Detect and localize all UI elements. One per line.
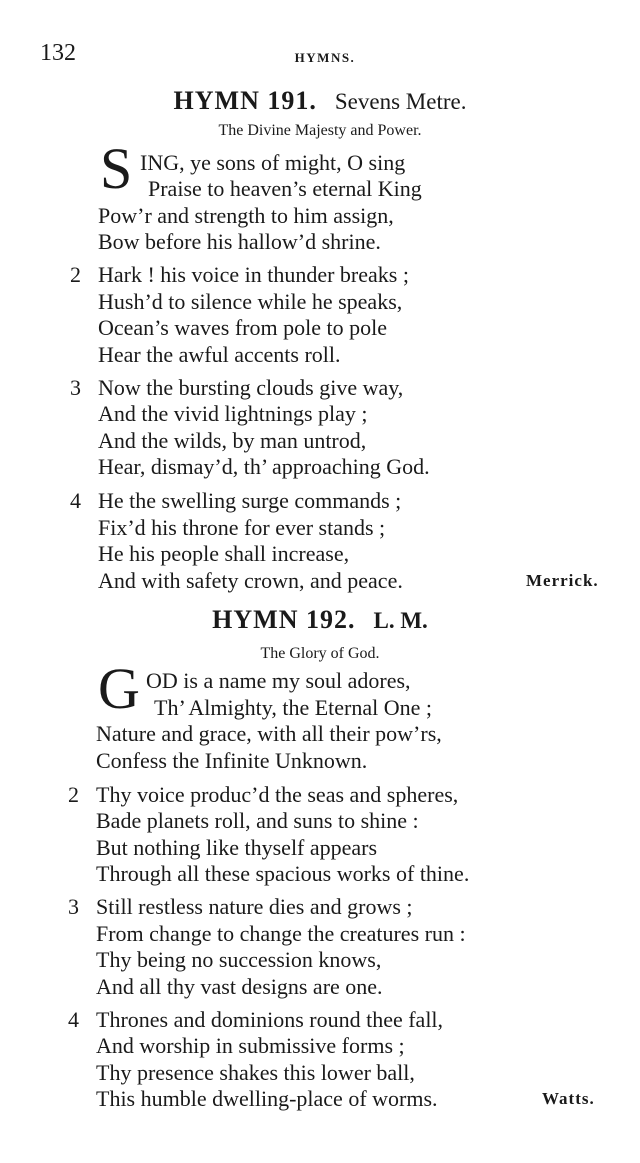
running-head: HYMNS.: [294, 50, 356, 65]
drop-cap: G: [98, 656, 140, 721]
verse-line: Bow before his hallow’d shrine.: [98, 229, 381, 254]
verse-line: Hark ! his voice in thunder breaks ;: [98, 262, 409, 287]
verse-line: This humble dwelling-place of worms.: [96, 1086, 438, 1111]
verse-line: From change to change the creatures run :: [96, 921, 466, 946]
stanza-number: 3: [70, 375, 81, 400]
verse-line: And all thy vast designs are one.: [96, 974, 383, 999]
verse-line: Through all these spacious works of thine.: [96, 861, 470, 886]
hymn-192-subtitle: The Glory of God.: [260, 645, 380, 662]
verse-line: Hear, dismay’d, th’ approaching God.: [98, 454, 430, 479]
hymn-191-subtitle: The Divine Majesty and Power.: [218, 122, 422, 139]
verse-line: And with safety crown, and peace.: [98, 568, 403, 593]
verse-line: And the wilds, by man untrod,: [98, 428, 367, 453]
verse-line: Hear the awful accents roll.: [98, 342, 341, 367]
verse-line: OD is a name my soul adores,: [146, 668, 411, 693]
drop-cap: S: [100, 136, 133, 201]
hymn-metre: L. M.: [373, 608, 428, 633]
hymn-metre: Sevens Metre.: [334, 89, 467, 114]
verse-line: Nature and grace, with all their pow’rs,: [96, 721, 442, 746]
hymn-number: HYMN 191.: [173, 86, 317, 115]
stanza-number: 2: [70, 262, 81, 287]
verse-line: Thy voice produc’d the seas and spheres,: [96, 782, 459, 807]
verse-line: Th’ Almighty, the Eternal One ;: [154, 695, 432, 720]
stanza-number: 3: [68, 894, 79, 919]
verse-line: But nothing like thyself appears: [96, 835, 378, 860]
verse-line: Thy being no succession knows,: [96, 947, 382, 972]
page-number: 132: [40, 40, 76, 66]
verse-line: Thy presence shakes this lower ball,: [96, 1060, 415, 1085]
verse-line: He the swelling surge commands ;: [98, 488, 402, 513]
verse-line: Bade planets roll, and suns to shine :: [96, 808, 419, 833]
hymn-author: Merrick.: [526, 571, 599, 590]
verse-line: Thrones and dominions round thee fall,: [96, 1007, 444, 1032]
hymn-number: HYMN 192.: [212, 605, 356, 634]
verse-line: He his people shall increase,: [98, 541, 350, 566]
stanza-number: 4: [68, 1007, 79, 1032]
verse-line: And worship in submissive forms ;: [96, 1033, 405, 1058]
verse-line: Pow’r and strength to him assign,: [98, 203, 394, 228]
verse-line: Still restless nature dies and grows ;: [96, 894, 413, 919]
verse-line: Confess the Infinite Unknown.: [96, 748, 368, 773]
verse-line: Now the bursting clouds give way,: [98, 375, 404, 400]
verse-line: And the vivid lightnings play ;: [98, 401, 368, 426]
stanza-number: 2: [68, 782, 79, 807]
stanza-number: 4: [70, 488, 81, 513]
hymn-191-title: [0, 86, 640, 116]
hymn-author: Watts.: [542, 1089, 595, 1108]
hymn-192-title: [0, 605, 640, 635]
verse-line: Hush’d to silence while he speaks,: [98, 289, 403, 314]
page-header: [40, 40, 610, 76]
verse-line: ING, ye sons of might, O sing: [140, 150, 406, 175]
verse-line: Fix’d his throne for ever stands ;: [98, 515, 386, 540]
verse-line: Praise to heaven’s eternal King: [148, 176, 422, 201]
verse-line: Ocean’s waves from pole to pole: [98, 315, 387, 340]
